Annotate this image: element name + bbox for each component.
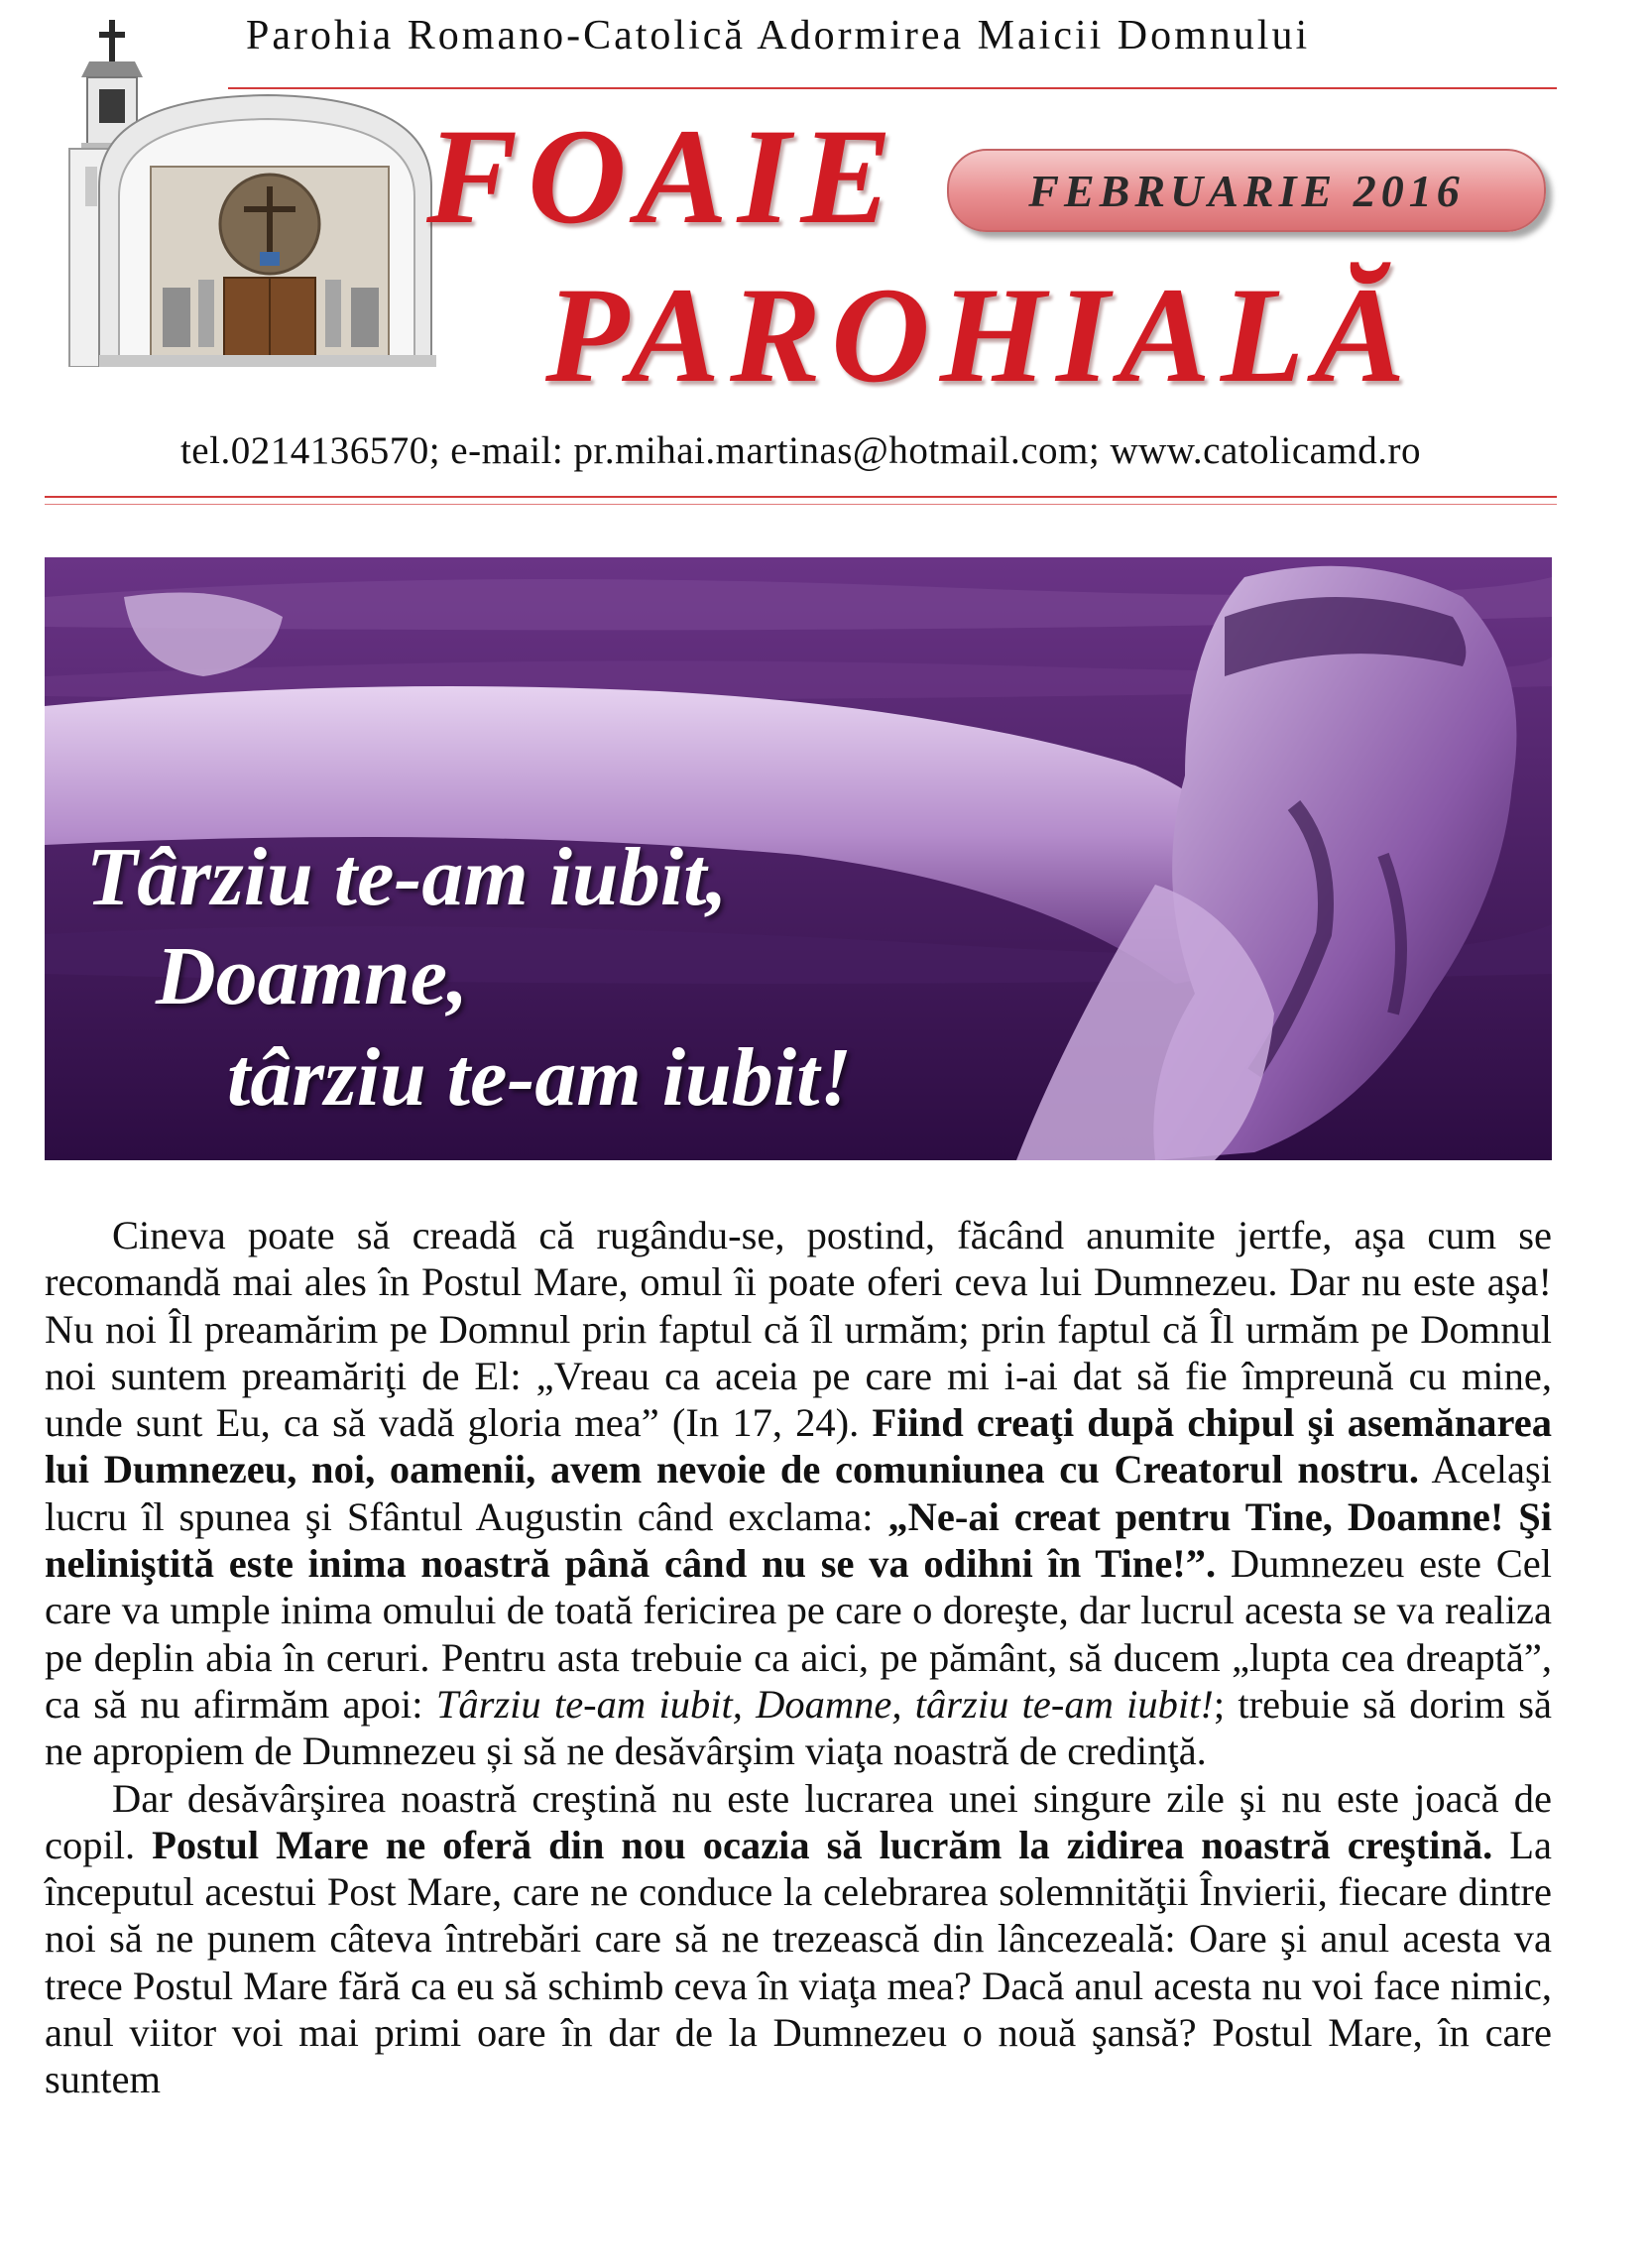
text-run: Acelaşi lucru îl spunea şi Sfântul Augustin când exclama:	[45, 1447, 1552, 1539]
bold-quote-run: „Ne-ai creat pentru Tine, Doamne! Şi neliniştită este inima noastră până când nu se va odihni în Tine!”.	[45, 1493, 1552, 1587]
banner-quote-line3: târziu te-am iubit!	[227, 1031, 853, 1124]
issue-date-badge	[947, 149, 1546, 232]
issue-date: FEBRUARIE 2016	[1028, 165, 1465, 216]
banner-quote-line1: Târziu te-am iubit,	[86, 831, 728, 923]
italic-run: Târziu te-am iubit, Doamne, târziu te-am iubit!	[435, 1681, 1214, 1727]
header-rule-bottom	[45, 496, 1557, 498]
text-run: La începutul acestui Post Mare, care ne conduce la celebrarea solemnităţii Învierii, fiecare dintre noi să ne punem câteva întrebări care să ne trezească din lâncezeală: Oare şi anul acesta va trece Postul Mare fără ca eu să schimb ceva în viaţa mea? Dacă anul acesta nu voi face nimic, anul viitor voi mai primi oare în dar de la Dumnezeu o nouă şansă? Postul Mare, în care suntem	[45, 1822, 1553, 2102]
text-run: Dumnezeu este Cel care va umple inima omului de toată fericirea pe care o doreşte, dar lucrul acesta se va realiza pe deplin abia în ceruri. Pentru asta trebuie ca aici, pe pământ, să ducem „lupta cea dreaptă”, ca să nu afirmăm apoi:	[45, 1541, 1553, 1727]
bold-run: Postul Mare ne oferă din nou ocazia să lucrăm la zidirea noastră creştină.	[152, 1822, 1493, 1867]
article-paragraph	[45, 1212, 1552, 1775]
newsletter-title-line1: FOAIE	[426, 100, 902, 252]
crucifix-banner	[45, 557, 1552, 1160]
newsletter-title-line2: PAROHIALĂ	[545, 259, 1416, 411]
text-run: ; trebuie să dorim să ne apropiem de Dumnezeu și să ne desăvârşim viaţa noastră de credinţă.	[45, 1681, 1552, 1774]
article-body	[45, 1212, 1552, 2103]
text-run: Cineva poate să creadă că rugându-se, postind, făcând anumite jertfe, aşa cum se recomandă mai ales în Postul Mare, omul îi poate oferi ceva lui Dumnezeu. Dar nu este aşa! Nu noi Îl preamărim pe Domnul prin faptul că îl urmăm; prin faptul că Îl urmăm pe Domnul noi suntem preamăriţi de El: „Vreau ca aceia pe care mi i-ai dat să fie împreună cu mine, unde sunt Eu, ca să vadă gloria mea” (In 17, 24).	[45, 1213, 1552, 1446]
banner-quote-line2: Doamne,	[156, 930, 468, 1022]
header-rule-top	[228, 87, 1557, 89]
bold-run: Fiind creaţi după chipul şi asemănarea lui Dumnezeu, noi, oamenii, avem nevoie de comuniunea cu Creatorul nostru.	[45, 1400, 1552, 1492]
text-run: Dar desăvârşirea noastră creştină nu este lucrarea unei singure zile şi nu este joacă de copil.	[45, 1775, 1552, 1867]
contact-line: tel.0214136570; e-mail: pr.mihai.martinas@hotmail.com; www.catolicamd.ro	[179, 429, 1422, 472]
article-paragraph	[45, 1775, 1552, 2103]
parish-name: Parohia Romano-Catolică Adormirea Maicii Domnului	[246, 13, 1311, 59]
header-rule-bottom-thin	[45, 504, 1557, 505]
church-illustration	[40, 18, 436, 367]
